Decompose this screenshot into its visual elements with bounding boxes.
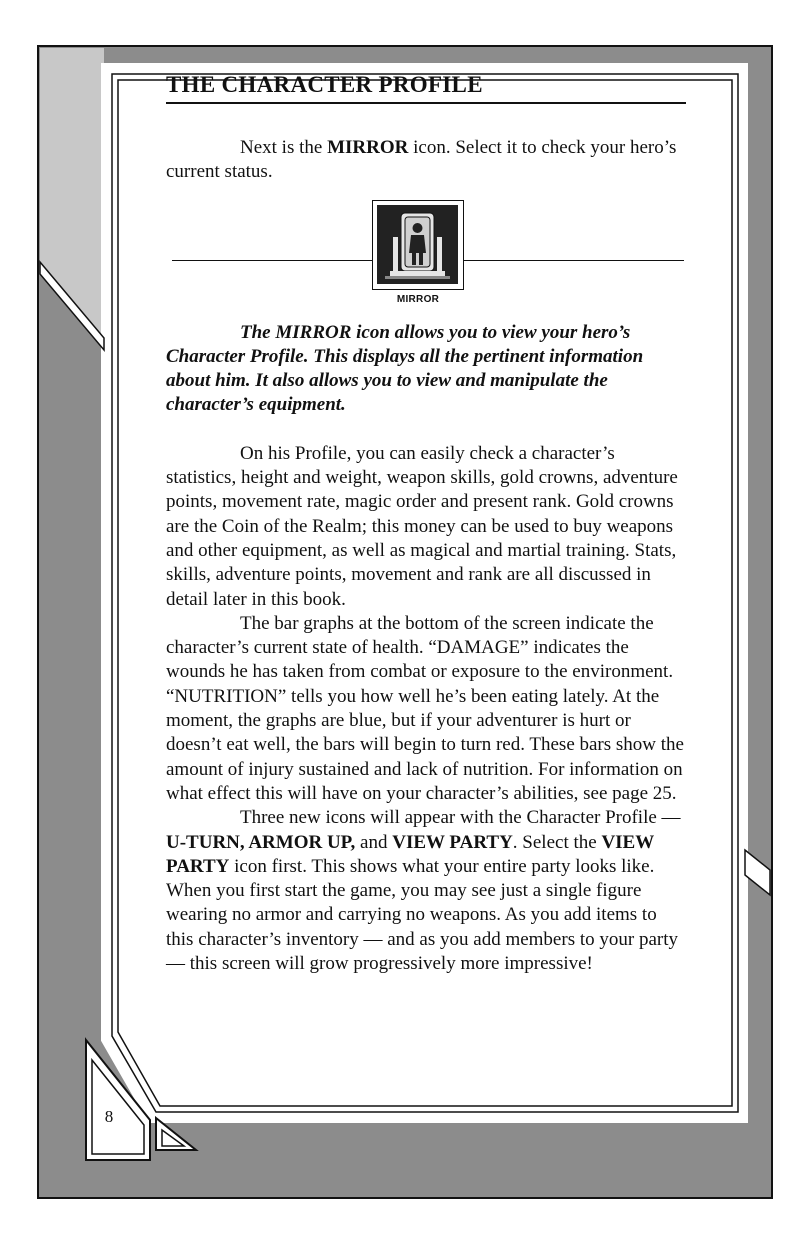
mirror-icon-caption: MIRROR bbox=[396, 293, 440, 305]
profile-paragraph: On his Profile, you can easily check a character’s statistics, height and weight, weapon skills, gold crowns, adventure points, movement rate, magic order and present rank. Gold crowns are the Coin of the Realm; this money can be used to buy weapons and other equipment, as well as magical and martial training. Stats, skills, adventure points, movement and rank are all discussed in detail later in this book. bbox=[166, 442, 678, 610]
icons-paragraph bbox=[166, 806, 686, 976]
page-title: THE CHARACTER PROFILE bbox=[166, 70, 686, 104]
bars-paragraph: The bar graphs at the bottom of the screen indicate the character’s current state of health. “DAMAGE” indicates the wounds he has taken from combat or exposure to the environment. “NUTRITION” tells you how well he’s been eating lately. At the moment, the graphs are blue, but if your adventurer is hurt or doesn’t eat well, the bars will begin to turn red. These bars show the amount of injury sustained and lack of nutrition. For information on what effect this will have on your character’s abilities, see page 25. bbox=[166, 612, 684, 804]
callout-paragraph: The MIRROR icon allows you to view your hero’s Character Profile. This displays all the pertinent information about him. It also allows you to view and manipulate the character’s equipment. bbox=[166, 321, 644, 416]
intro-paragraph bbox=[166, 136, 686, 185]
icons-bold-3: VIEW PARTY bbox=[166, 831, 654, 877]
icons-text-2: and bbox=[355, 831, 393, 853]
icon-rule-right bbox=[464, 260, 684, 261]
icons-bold-1: U-TURN, ARMOR UP, bbox=[166, 831, 356, 853]
icons-text-1: Three new icons will appear with the Character Profile — bbox=[240, 807, 681, 829]
intro-text-end: icon. Select it to check your hero’s current status. bbox=[166, 137, 677, 183]
icons-text-3: . Select the bbox=[512, 831, 602, 853]
intro-text-bold: MIRROR bbox=[327, 137, 409, 158]
mirror-icon-figure bbox=[166, 200, 686, 308]
page-content bbox=[166, 70, 686, 976]
icons-text-4: icon first. This shows what your entire party looks like. When you first start the game, you may see just a single figure wearing no armor and carrying no weapons. As you add items to this character’s inventory — and as you add members to your party — this screen will grow progressively more impressive! bbox=[166, 855, 678, 975]
icons-bold-2: VIEW PARTY bbox=[392, 831, 513, 853]
page-number: 8 bbox=[104, 1107, 114, 1126]
mirror-icon bbox=[372, 200, 464, 290]
icon-rule-left bbox=[172, 260, 372, 261]
intro-text-start: Next is the bbox=[240, 137, 328, 158]
